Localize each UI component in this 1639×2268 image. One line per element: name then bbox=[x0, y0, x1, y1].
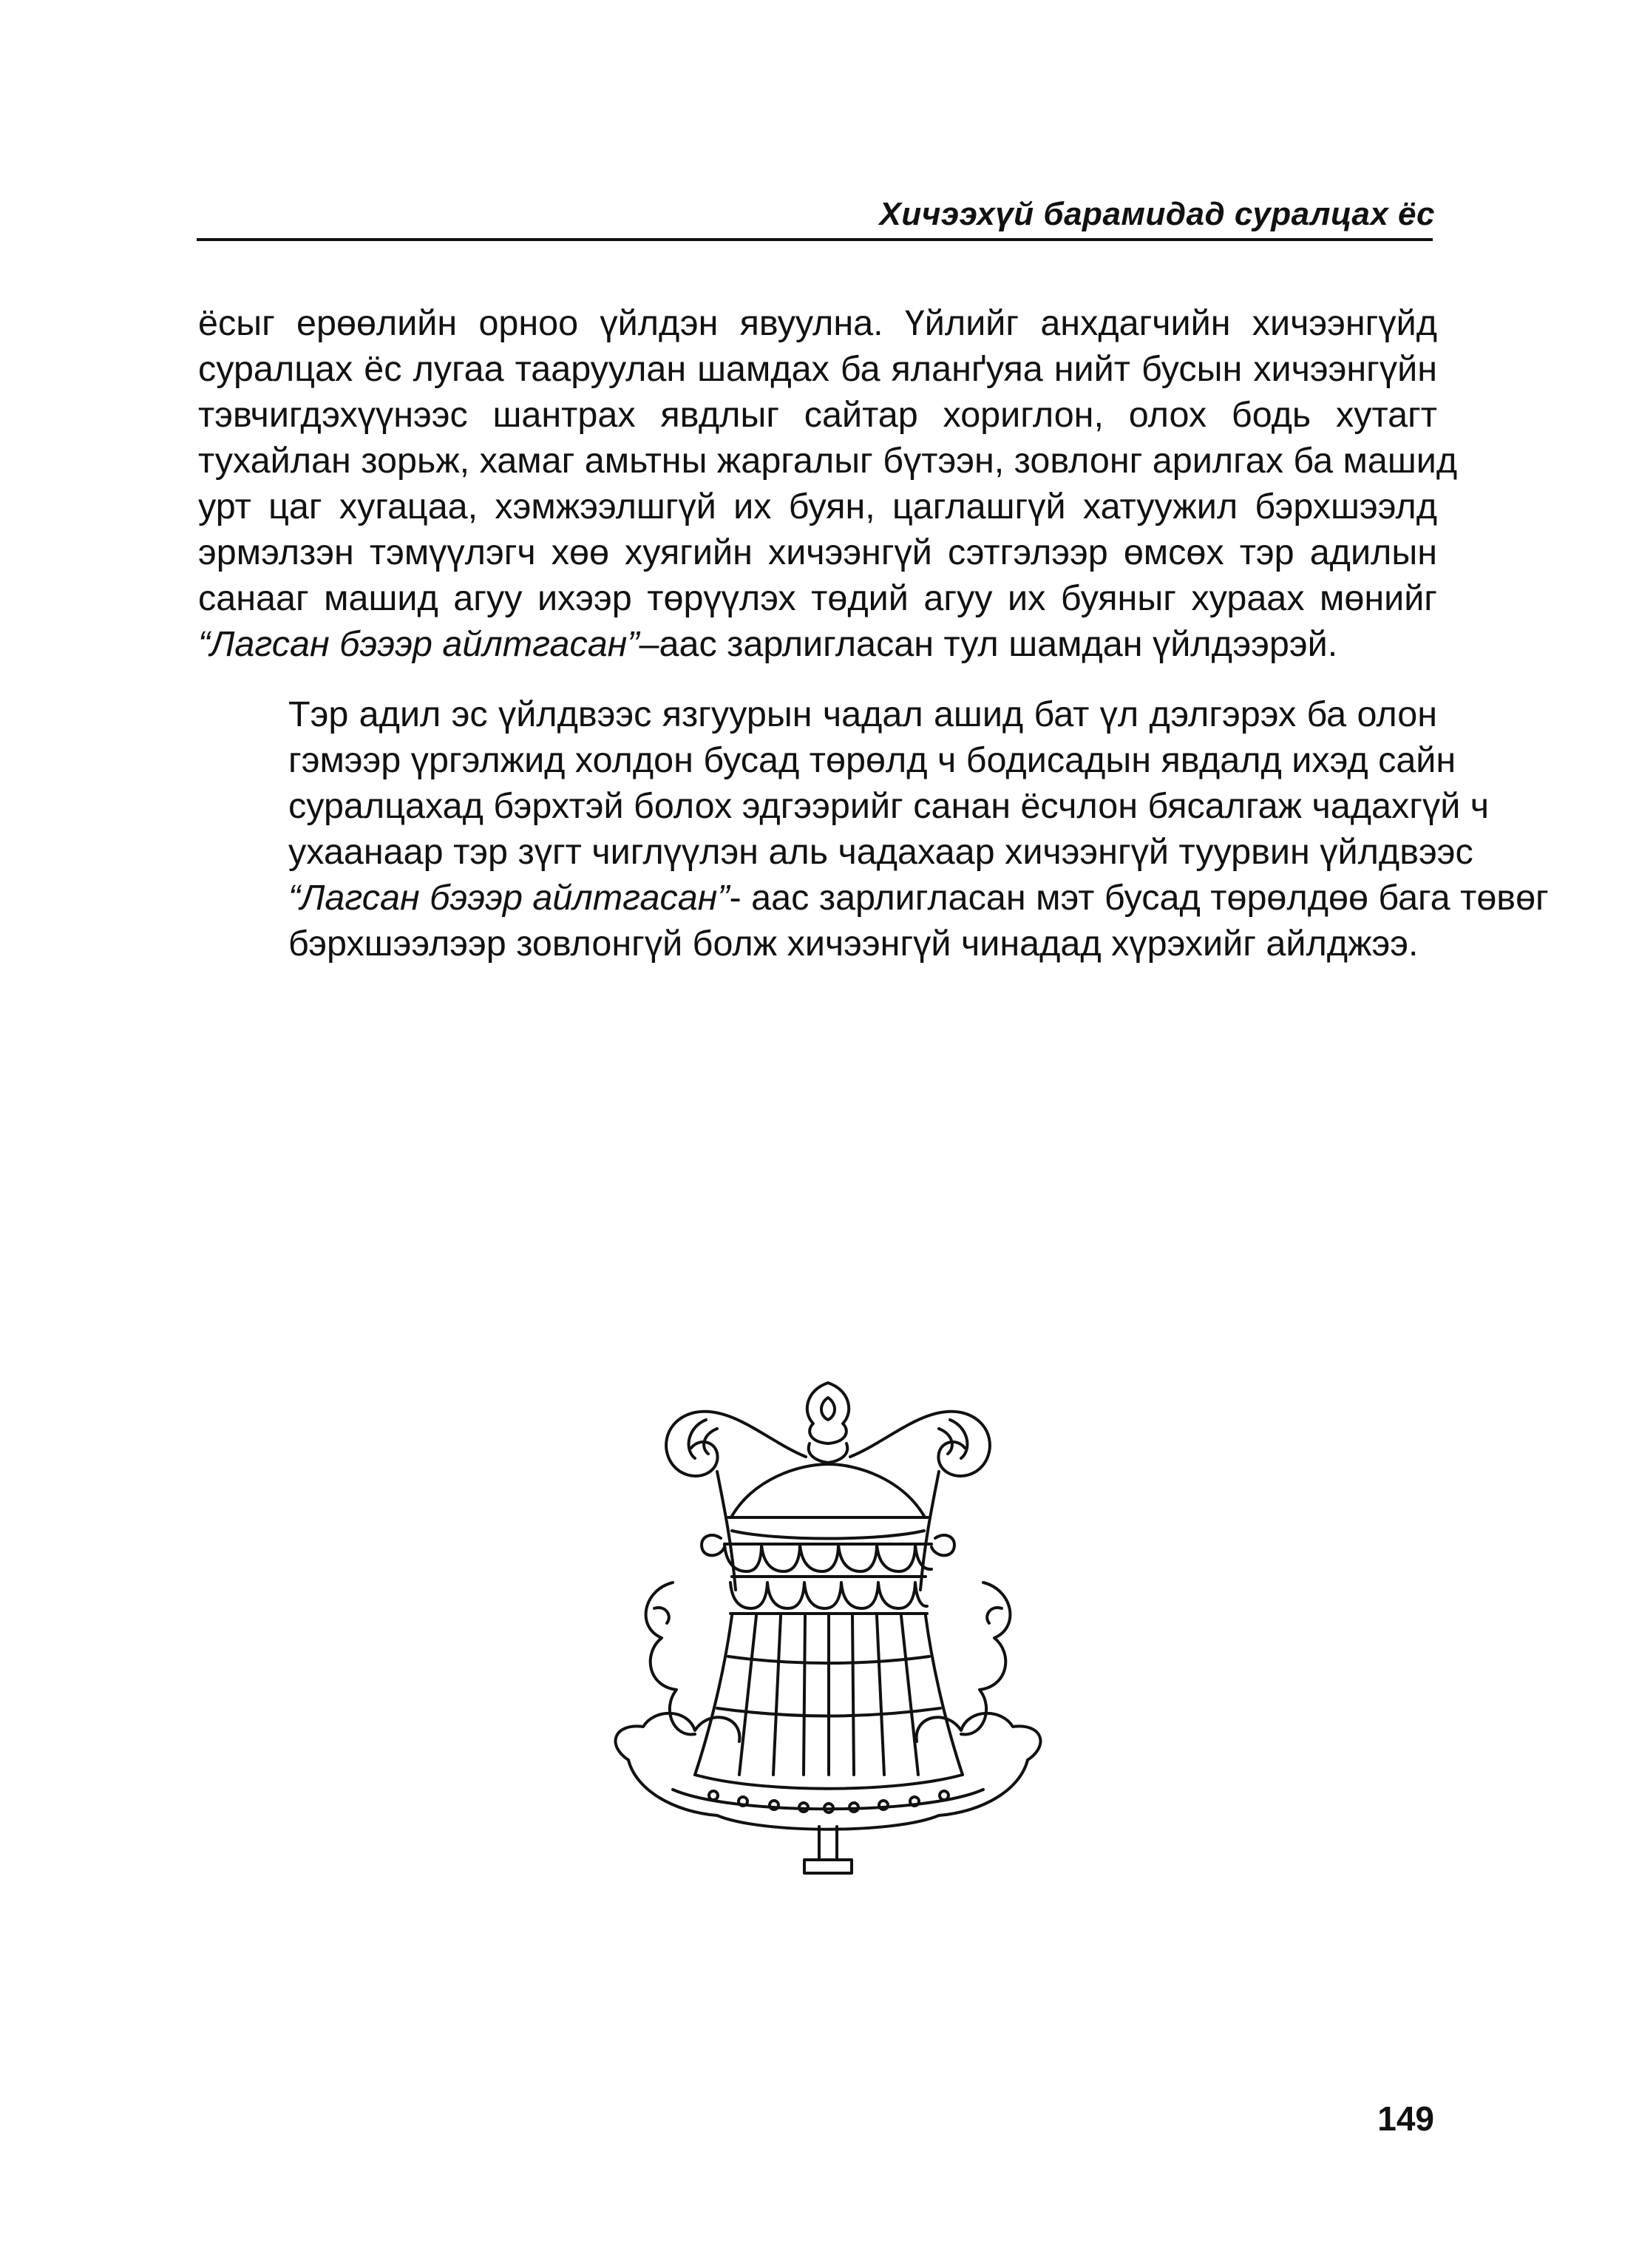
text-line bbox=[198, 621, 1437, 667]
text-line: гэмээр үргэлжид холдон бусад төрөлд ч бодисадын явдалд ихэд сайн bbox=[288, 740, 1456, 780]
text-line: ухаанаар тэр зүгт чиглүүлэн аль чадахаар хичээнгүй туурвин үйлдвээс bbox=[288, 832, 1473, 872]
text-fragment: - аас зарлигласан мэт бусад төрөлдөө бага төвөг bbox=[729, 878, 1549, 918]
text-line: урт цаг хугацаа, хэмжээлшгүй их буян, цаглашгүй хатуужил бэрхшээлд bbox=[198, 487, 1437, 527]
text-line: эрмэлзэн тэмүүлэгч хөө хуягийн хичээнгүй сэтгэлээр өмсөх тэр адилын bbox=[198, 532, 1437, 572]
text-line: тухайлан зорьж, хамаг амьтны жаргалыг бүтээн, зовлонг арилгах ба машид bbox=[198, 441, 1458, 481]
victory-banner-icon bbox=[584, 1361, 1072, 1878]
header-rule bbox=[197, 238, 1433, 241]
text-line: суралцах ёс лугаа тааруулан шамдах ба яланґуяа нийт бусын хичээнгүйн bbox=[198, 349, 1437, 389]
text-line bbox=[198, 875, 1549, 921]
text-line: тэвчигдэхүүнээс шантрах явдлыг сайтар хориглон, олох бодь хутагт bbox=[198, 395, 1437, 435]
page-number: 149 bbox=[1377, 2099, 1434, 2138]
text-line: санааг машид агуу ихээр төрүүлэх төдий агуу их буяныг хураах мөнийг bbox=[198, 578, 1437, 618]
paragraph-2 bbox=[198, 691, 1549, 967]
paragraph-1 bbox=[198, 300, 1458, 667]
text-line: суралцахад бэрхтэй болох эдгээрийг санан ёсчлон бясалгаж чадахгүй ч bbox=[288, 786, 1490, 826]
running-head: Хичээхүй барамидад суралцах ёс bbox=[879, 196, 1435, 232]
text-line: бэрхшээлээр зовлонгүй болж хичээнгүй чинадад хүрэхийг айлджээ. bbox=[288, 924, 1419, 964]
source-title: “Лагсан бэээр айлтгасан” bbox=[198, 624, 639, 664]
source-title: “Лагсан бэээр айлтгасан” bbox=[288, 878, 730, 918]
text-line: Тэр адил эс үйлдвээс язгуурын чадал ашид бат үл дэлгэрэх ба олон bbox=[288, 694, 1437, 734]
text-line: ёсыг ерөөлийн орноо үйлдэн явуулна. Үйлийг анхдагчийн хичээнгүйд bbox=[198, 303, 1437, 343]
text-fragment: –аас зарлигласан тул шамдан үйлдээрэй. bbox=[639, 624, 1338, 664]
